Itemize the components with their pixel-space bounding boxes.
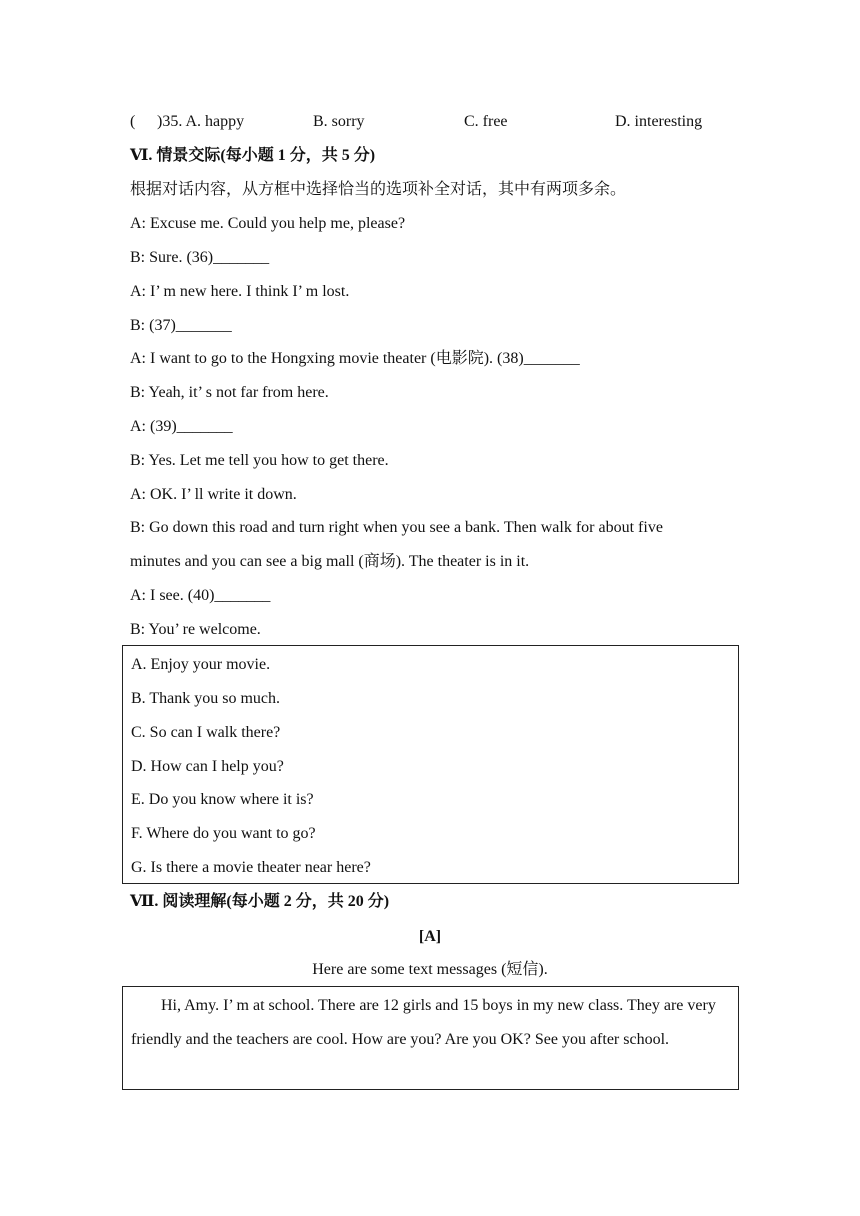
- question-35-option-b: B. sorry: [313, 113, 365, 130]
- question-35: [0, 112, 860, 132]
- passage-intro: Here are some text messages (短信).: [312, 961, 548, 978]
- option-b: B. Thank you so much.: [131, 690, 281, 707]
- option-d: D. How can I help you?: [131, 758, 284, 775]
- option-a: A. Enjoy your movie.: [131, 656, 271, 673]
- section-7-heading: Ⅶ. 阅读理解(每小题 2 分，共 20 分): [130, 893, 390, 910]
- dialogue-line: A: (39)_______: [130, 418, 233, 435]
- dialogue-line: B: Sure. (36)_______: [130, 249, 270, 266]
- dialogue-line: minutes and you can see a big mall (商场). The theater is in it.: [130, 553, 530, 570]
- message-box: [122, 986, 739, 1090]
- question-35-option-c: C. free: [464, 113, 508, 130]
- question-35-option-a: )35. A. happy: [157, 113, 245, 130]
- dialogue-line: B: Go down this road and turn right when you see a bank. Then walk for about five: [130, 519, 663, 536]
- option-f: F. Where do you want to go?: [131, 825, 316, 842]
- option-g: G. Is there a movie theater near here?: [131, 859, 371, 876]
- dialogue-line: A: I’ m new here. I think I’ m lost.: [130, 283, 350, 300]
- answer-paren: (: [130, 113, 136, 130]
- section-6-instruction: 根据对话内容，从方框中选择恰当的选项补全对话，其中有两项多余。: [130, 181, 627, 198]
- dialogue-line: A: Excuse me. Could you help me, please?: [130, 215, 406, 232]
- option-e: E. Do you know where it is?: [131, 791, 314, 808]
- dialogue-line: A: OK. I’ ll write it down.: [130, 486, 297, 503]
- dialogue-line: A: I want to go to the Hongxing movie theater (电影院). (38)_______: [130, 350, 580, 367]
- option-c: C. So can I walk there?: [131, 724, 281, 741]
- dialogue-line: B: You’ re welcome.: [130, 621, 261, 638]
- dialogue-line: B: Yeah, it’ s not far from here.: [130, 384, 329, 401]
- passage-label: [A]: [418, 928, 442, 945]
- dialogue-line: B: Yes. Let me tell you how to get there.: [130, 452, 389, 469]
- options-box: [122, 645, 739, 884]
- question-35-option-d: D. interesting: [615, 113, 703, 130]
- section-6-heading: Ⅵ. 情景交际(每小题 1 分，共 5 分): [130, 147, 376, 164]
- dialogue-line: B: (37)_______: [130, 317, 232, 334]
- message-text: Hi, Amy. I’ m at school. There are 12 girls and 15 boys in my new class. They are very friendly and the teachers are cool. How are you? Are you OK? See you after school.: [131, 997, 716, 1048]
- dialogue-line: A: I see. (40)_______: [130, 587, 271, 604]
